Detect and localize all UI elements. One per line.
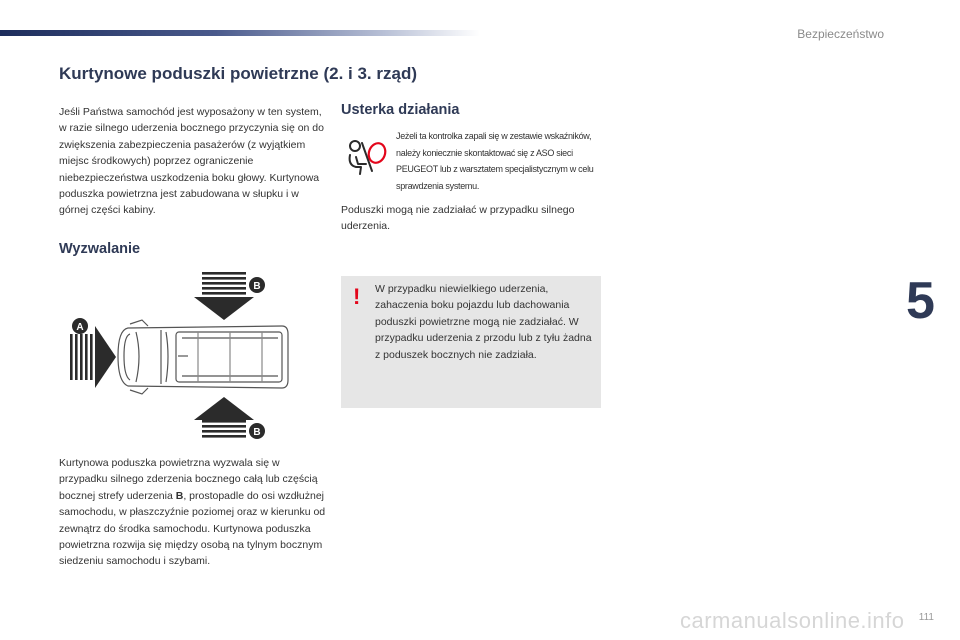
footer-watermark: carmanualsonline.info (680, 608, 905, 633)
trigger-text-2: , prostopadle do osi wzdłużnej samochodu, w płaszczyźnie poziomej oraz w kierunku od zewnątrz do środka samochodu. Kurtynowa poduszka powietrzna rozwija się między osobą na tylnym bocznym siedzeniu samochodu i szybami. (59, 489, 326, 568)
caution-text: W przypadku niewielkiego uderzenia, zahaczenia boku pojazdu lub dachowania poduszki powietrzne mogą nie zadziałać. W przypadku uderzenia z przodu lub z tyłu żadna z poduszek bocznych nie zadziała. (375, 283, 592, 361)
van-top-view (118, 320, 288, 394)
heading-wyzwalanie: Wyzwalanie (59, 241, 141, 257)
failure-paragraph: Poduszki mogą nie zadziałać w przypadku silnego uderzenia. (341, 204, 575, 233)
label-b-bottom-text: B (253, 427, 261, 438)
label-a-text: A (76, 322, 84, 333)
trigger-paragraph (59, 455, 329, 570)
intro-paragraph: Jeśli Państwa samochód jest wyposażony w ten system, w razie silnego uderzenia bocznego przyczynia się on do zwiększenia zabezpieczenia pasażerów (z wyjątkiem miejsc środkowych) poprzez ograniczenie niebezpieczeństwa uszkodzenia boku głowy. Kurtynowa poduszka powietrzna jest zabudowana w słupku i w górnej części kabiny. (59, 106, 324, 217)
page-title: Kurtynowe poduszki powietrzne (2. i 3. rząd) (59, 64, 417, 83)
impact-arrow-bottom (194, 397, 254, 438)
impact-arrow-left (70, 326, 116, 388)
trigger-text-1: Kurtynowa poduszka powietrzna wyzwala się w przypadku silnego zderzenia bocznego całą lub częścią bocznej strefy uderzenia (59, 457, 318, 502)
impact-arrow-top (194, 272, 254, 320)
chapter-number: 5 (906, 272, 935, 330)
page-number: 111 (918, 612, 934, 623)
side-impact-diagram (66, 268, 290, 442)
label-b-top-text: B (253, 281, 261, 292)
section-label: Bezpieczeństwo (797, 27, 884, 41)
label-b-top (249, 277, 265, 293)
warning-lamp-note: Jeżeli ta kontrolka zapali się w zestawie wskaźników, należy koniecznie skontaktować się z ASO sieci PEUGEOT lub z warsztatem specjalistycznym w celu sprawdzenia systemu. (396, 131, 594, 191)
heading-usterka: Usterka działania (341, 102, 460, 118)
header-color-bar (0, 30, 480, 36)
label-a (72, 318, 88, 334)
trigger-zone-label: B (175, 489, 184, 502)
exclamation-icon: ! (353, 284, 361, 309)
label-b-bottom (249, 423, 265, 439)
caution-box (341, 276, 601, 408)
airbag-warning-icon (346, 137, 388, 175)
